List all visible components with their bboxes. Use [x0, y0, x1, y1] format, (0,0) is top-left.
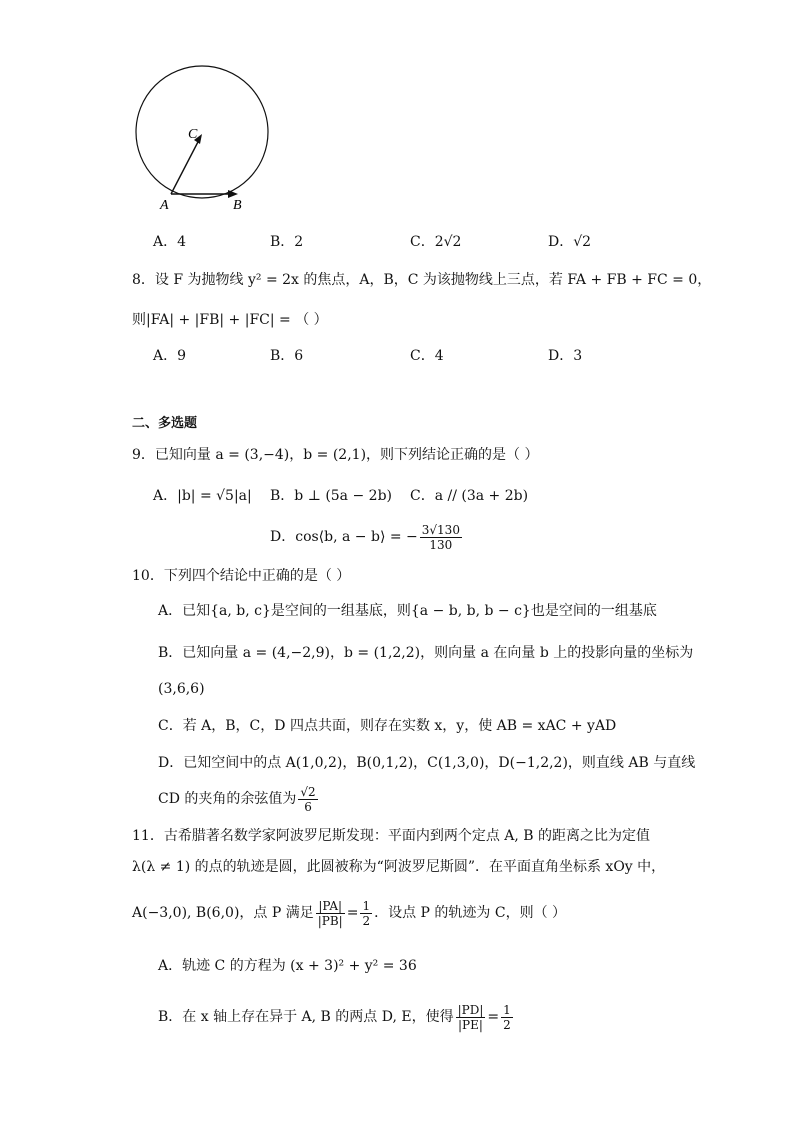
q7-option-d	[548, 232, 591, 252]
q11-option-b-half-denominator: 2	[503, 1017, 511, 1032]
circle	[136, 66, 268, 198]
label-b: B	[233, 198, 242, 213]
q11-ratio-fraction	[316, 899, 345, 928]
q11-option-b-half	[501, 1003, 513, 1032]
arrowhead-ab	[228, 190, 238, 198]
q10-option-a: A．已知{a, b, c}是空间的一组基底，则{a − b, b, b − c}也是空间的一组基底	[158, 603, 657, 619]
q8-option-b: B．6	[270, 348, 304, 364]
circle-figure	[120, 60, 290, 220]
q11-option-b-denominator: |PE|	[458, 1017, 483, 1032]
q10-option-c: C．若 A，B，C，D 四点共面，则存在实数 x，y，使 AB = xAC + yAD	[158, 718, 617, 734]
q9-option-d-denominator: 130	[429, 537, 453, 552]
q11-line3-prefix: A(−3,0), B(6,0)，点 P 满足	[132, 905, 314, 921]
q11-option-b-fraction	[456, 1003, 486, 1032]
label-a: A	[160, 198, 169, 213]
q11-option-b-prefix: B．在 x 轴上存在异于 A, B 的两点 D, E，使得	[158, 1009, 454, 1025]
q8-option-a: A．9	[153, 348, 187, 364]
q11-line3-equals: =	[346, 905, 359, 921]
q11-option-b-half-numerator: 1	[503, 1002, 511, 1017]
q11-option-b-numerator: |PD|	[457, 1002, 484, 1017]
q10-option-b-line1: B．已知向量 a = (4,−2,9)，b = (1,2,2)，则向量 a 在向量 b 上的投影向量的坐标为	[158, 645, 694, 661]
q7-option-d-value: √2	[573, 234, 592, 250]
q11-ratio-numerator: |PA|	[316, 899, 345, 914]
q8-option-d: D．3	[548, 348, 583, 364]
q11-half-numerator: 1	[362, 898, 371, 913]
q7-option-b: B．2	[270, 234, 304, 250]
q9-option-d-fraction	[420, 523, 462, 552]
q11-option-b-equals: =	[487, 1009, 500, 1025]
q11-option-a: A．轨迹 C 的方程为 (x + 3)² + y² = 36	[158, 958, 417, 974]
q11-ratio-denominator: |PB|	[317, 913, 343, 928]
q11-line2: λ(λ ≠ 1) 的点的轨迹是圆，此圆被称为“阿波罗尼斯圆”．在平面直角坐标系 xOy 中，	[132, 859, 666, 875]
q7-option-c-value: 2√2	[434, 234, 462, 250]
q11-line3	[132, 896, 566, 930]
q8-option-c: C．4	[410, 348, 444, 364]
q10-option-d-line2	[158, 782, 320, 816]
vector-ac	[171, 138, 200, 194]
q11-line1: 11．古希腊著名数学家阿波罗尼斯发现：平面内到两个定点 A, B 的距离之比为定值	[132, 828, 651, 844]
q7-option-a: A．4	[153, 234, 187, 250]
q8-stem-line2: 则|FA| + |FB| + |FC| = （ ）	[132, 312, 328, 328]
q10-option-d-denominator: 6	[304, 799, 312, 814]
q9-option-a: A．|b| = √5|a|	[153, 488, 252, 504]
q10-option-b-line2: (3,6,6)	[158, 681, 205, 697]
q7-option-c	[410, 232, 461, 252]
q10-option-d-prefix: CD 的夹角的余弦值为	[158, 791, 297, 807]
q11-option-b	[158, 1000, 515, 1034]
q10-option-d-line1: D．已知空间中的点 A(1,0,2)，B(0,1,2)，C(1,3,0)，D(−1,2,2)，则直线 AB 与直线	[158, 755, 696, 771]
q11-half-fraction	[360, 899, 372, 928]
q11-line3-suffix: ．设点 P 的轨迹为 C，则（ ）	[374, 905, 567, 921]
q11-half-denominator: 2	[362, 913, 371, 928]
q7-option-d-prefix: D．	[548, 234, 574, 250]
q10-option-d-numerator: √2	[300, 784, 316, 799]
label-c: C	[188, 127, 198, 142]
q7-option-c-prefix: C．	[410, 234, 435, 250]
q9-option-b: B．b ⊥ (5a − 2b)	[270, 488, 392, 504]
q10-option-d-fraction	[298, 785, 317, 814]
q9-option-d	[270, 520, 464, 554]
q9-option-c: C．a // (3a + 2b)	[410, 488, 529, 504]
section-title: 二、多选题	[132, 416, 198, 431]
q10-stem: 10．下列四个结论中正确的是（ ）	[132, 568, 351, 584]
q9-stem: 9．已知向量 a = (3,−4)，b = (2,1)，则下列结论正确的是（ ）	[132, 447, 539, 463]
q9-option-d-numerator: 3√130	[421, 522, 460, 537]
q9-option-d-prefix: D．cos⟨b, a − b⟩ = −	[270, 529, 418, 545]
q8-stem-line1: 8．设 F 为抛物线 y² = 2x 的焦点，A，B，C 为该抛物线上三点，若 FA + FB + FC = 0，	[132, 272, 712, 288]
